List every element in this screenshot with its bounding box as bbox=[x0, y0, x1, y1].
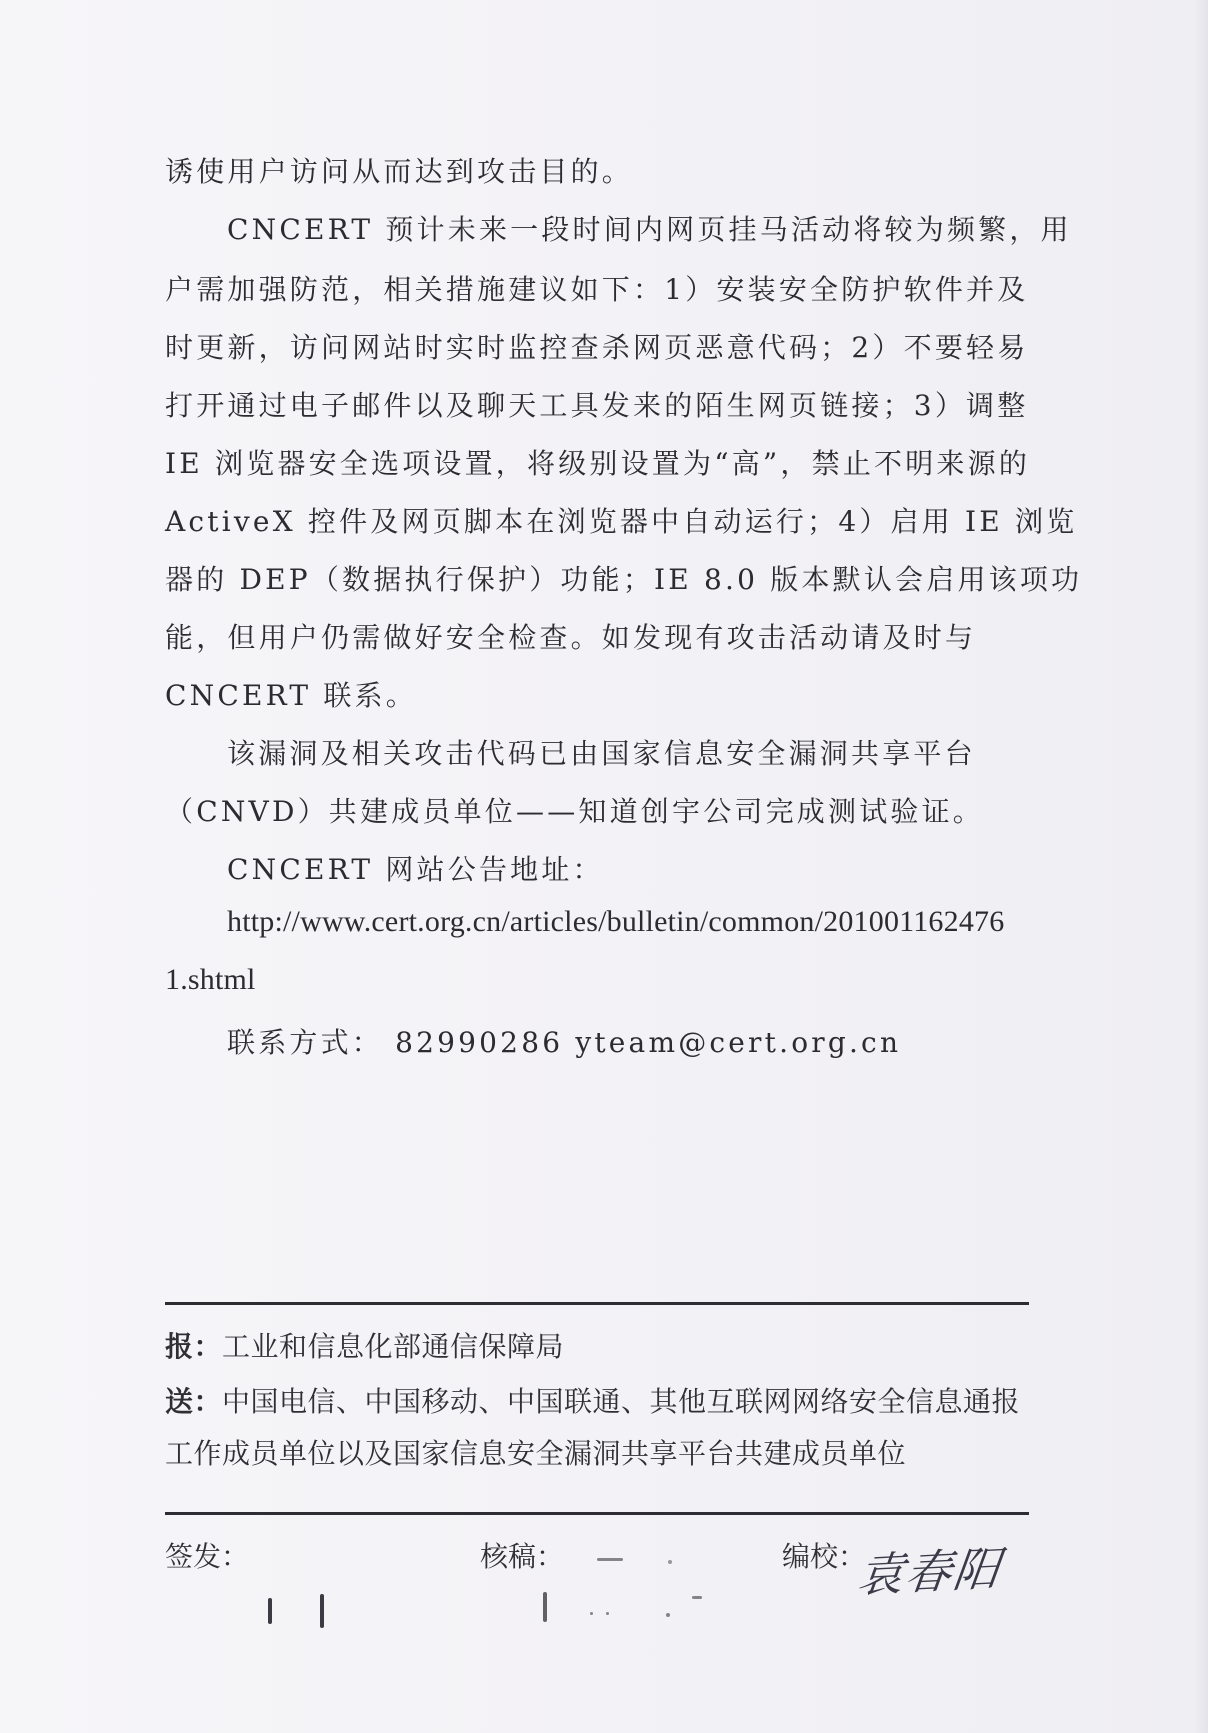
paragraph-line: 户需加强防范，相关措施建议如下：1）安装安全防护软件并及 bbox=[165, 273, 1029, 306]
scan-mark bbox=[320, 1594, 324, 1628]
scan-mark bbox=[268, 1598, 272, 1624]
paragraph-line: 打开通过电子邮件以及聊天工具发来的陌生网页链接；3）调整 bbox=[165, 389, 1029, 422]
top-divider bbox=[165, 1302, 1029, 1305]
scan-mark bbox=[543, 1592, 547, 1622]
report-label: 报： bbox=[165, 1330, 223, 1363]
send-to-row bbox=[165, 1380, 1020, 1420]
scan-mark bbox=[590, 1612, 593, 1615]
reviewer-label: 核稿： bbox=[480, 1540, 565, 1573]
scan-mark bbox=[606, 1612, 609, 1615]
paragraph-line: CNCERT 预计未来一段时间内网页挂马活动将较为频繁，用 bbox=[227, 213, 1072, 246]
scan-mark bbox=[666, 1613, 670, 1617]
paragraph-line: 该漏洞及相关攻击代码已由国家信息安全漏洞共享平台 bbox=[227, 737, 976, 770]
paragraph-line: 时更新，访问网站时实时监控查杀网页恶意代码；2）不要轻易 bbox=[165, 331, 1029, 364]
report-to-row bbox=[165, 1325, 564, 1365]
editor-label: 编校： bbox=[782, 1540, 867, 1573]
paragraph-line: 器的 DEP（数据执行保护）功能；IE 8.0 版本默认会启用该项功 bbox=[165, 563, 1083, 596]
send-label: 送： bbox=[165, 1385, 223, 1418]
paragraph-line: CNCERT 联系。 bbox=[165, 679, 417, 712]
paragraph-line: 诱使用户访问从而达到攻击目的。 bbox=[165, 155, 634, 188]
paragraph-line: （CNVD）共建成员单位——知道创宇公司完成测试验证。 bbox=[165, 795, 984, 828]
send-to-row-continued: 工作成员单位以及国家信息安全漏洞共享平台共建成员单位 bbox=[165, 1437, 907, 1470]
bulletin-url-continued[interactable]: 1.shtml bbox=[165, 963, 256, 996]
paragraph-line: 能，但用户仍需做好安全检查。如发现有攻击活动请及时与 bbox=[165, 621, 977, 654]
scan-mark bbox=[597, 1558, 623, 1561]
contact-info: 联系方式： 82990286 yteam@cert.org.cn bbox=[227, 1026, 902, 1059]
paragraph-line: ActiveX 控件及网页脚本在浏览器中自动运行；4）启用 IE 浏览 bbox=[165, 505, 1078, 538]
editor-signature: 袁春阳 bbox=[854, 1541, 1005, 1604]
send-to-value: 中国电信、中国移动、中国联通、其他互联网网络安全信息通报 bbox=[222, 1385, 1021, 1418]
paragraph-line: IE 浏览器安全选项设置，将级别设置为“高”，禁止不明来源的 bbox=[165, 447, 1031, 480]
scan-mark bbox=[668, 1560, 672, 1564]
issuer-label: 签发： bbox=[165, 1540, 250, 1573]
website-label: CNCERT 网站公告地址： bbox=[227, 853, 604, 886]
bulletin-url[interactable]: http://www.cert.org.cn/articles/bulletin/common/201001162476 bbox=[227, 905, 1005, 938]
bottom-divider bbox=[165, 1512, 1029, 1515]
scan-edge-shadow bbox=[1194, 0, 1208, 1733]
report-to-value: 工业和信息化部通信保障局 bbox=[222, 1330, 565, 1363]
scan-mark bbox=[692, 1596, 702, 1599]
